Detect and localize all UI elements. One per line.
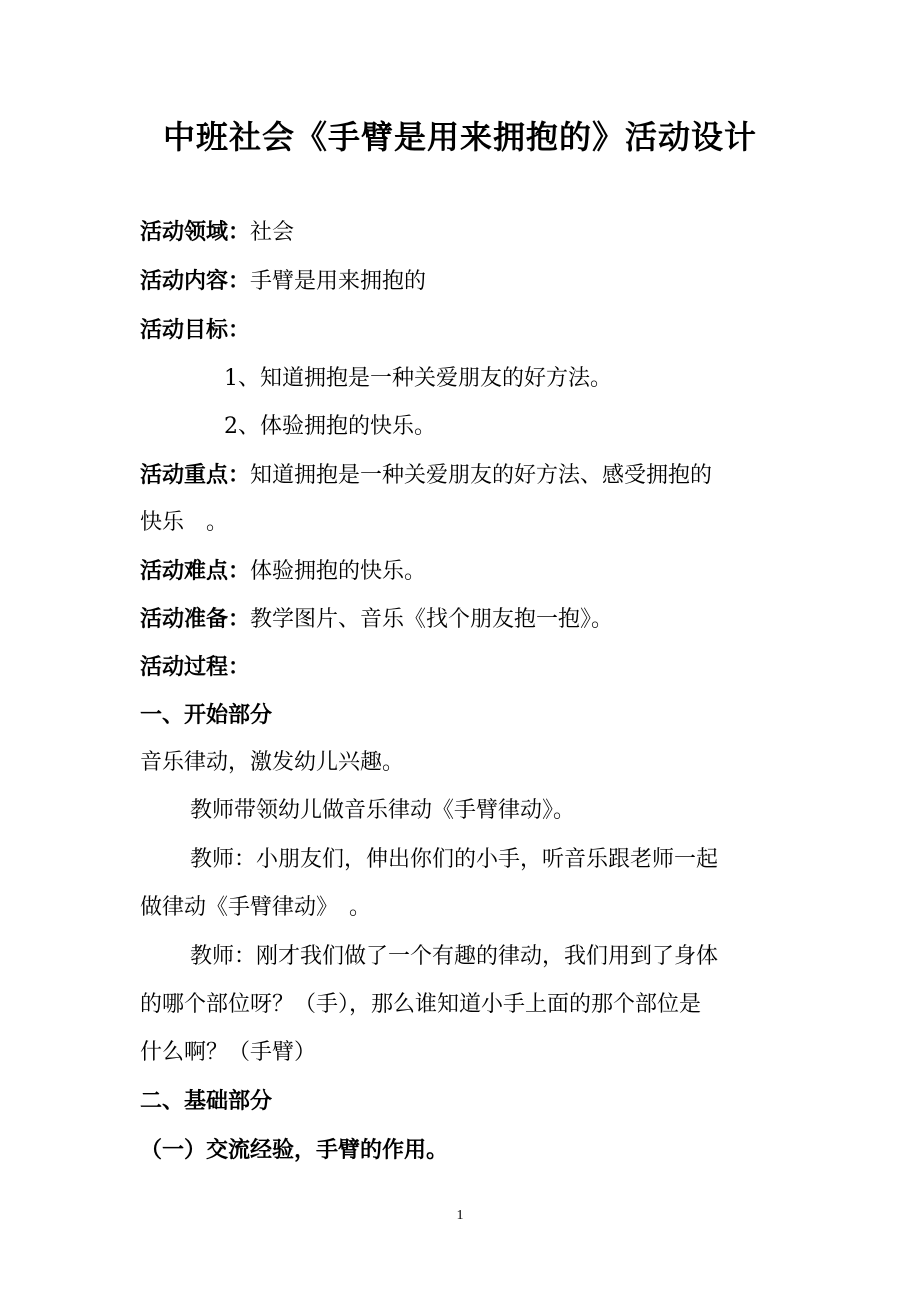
domain-line <box>140 217 294 248</box>
key-label: 活动重点： <box>140 462 251 488</box>
prep-line <box>140 604 613 635</box>
content-value: 手臂是用来拥抱的 <box>250 269 427 294</box>
paragraph-continuation: 什么啊？（手臂） <box>140 1040 317 1065</box>
paragraph: 音乐律动，激发幼儿兴趣。 <box>140 750 405 775</box>
prep-label: 活动准备： <box>140 606 251 632</box>
paragraph: 教师：刚才我们做了一个有趣的律动，我们用到了身体 <box>190 944 719 969</box>
domain-value: 社会 <box>250 220 295 245</box>
content-label: 活动内容： <box>140 268 251 294</box>
paragraph: 教师带领幼儿做音乐律动《手臂律动》。 <box>190 798 576 823</box>
subsection-heading: （一）交流经验，手臂的作用。 <box>140 1137 449 1163</box>
difficulty-line <box>140 556 426 587</box>
paragraph-continuation: 做律动《手臂律动》 。 <box>140 895 372 920</box>
key-line <box>140 460 712 491</box>
paragraph-continuation: 的哪个部位呀？（手），那么谁知道小手上面的那个部位是 <box>140 992 702 1017</box>
key-value: 知道拥抱是一种关爱朋友的好方法、感受拥抱的 <box>250 463 713 488</box>
key-continuation: 快乐 。 <box>140 510 229 535</box>
section-heading-2: 二、基础部分 <box>140 1088 273 1114</box>
domain-label: 活动领域： <box>140 219 251 245</box>
difficulty-value: 体验拥抱的快乐。 <box>250 559 427 584</box>
difficulty-label: 活动难点： <box>140 558 251 584</box>
page-title: 中班社会《手臂是用来拥抱的》活动设计 <box>162 118 757 156</box>
paragraph: 教师：小朋友们，伸出你们的小手，听音乐跟老师一起 <box>190 847 719 872</box>
goal-item-1: 1、知道拥抱是一种关爱朋友的好方法。 <box>224 366 612 391</box>
section-heading-1: 一、开始部分 <box>140 702 273 728</box>
goal-item-2: 2、体验拥抱的快乐。 <box>224 414 436 439</box>
goals-label: 活动目标： <box>140 317 251 343</box>
process-label: 活动过程： <box>140 654 251 680</box>
prep-value: 教学图片、音乐《找个朋友抱一抱》。 <box>250 607 614 632</box>
content-line <box>140 266 426 297</box>
page-number: 1 <box>456 1208 464 1223</box>
